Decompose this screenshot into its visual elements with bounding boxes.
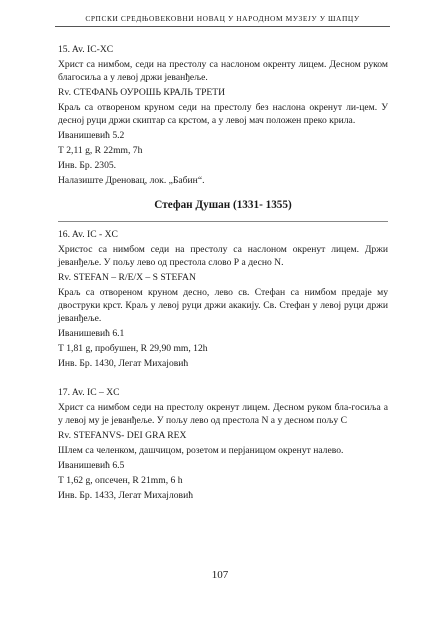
entry-15-reverse: Rv. СТЕФАNЬ ОУРОШЬ КРАЛЬ ТРЕТИ xyxy=(58,87,226,98)
catalog-entry-17 xyxy=(58,386,388,502)
entry-17-reverse: Rv. STEFANVS- DEI GRA REX xyxy=(58,430,187,441)
entry-15-reference: Иванишевић 5.2 xyxy=(58,130,125,141)
entry-15-reverse-description: Краљ са отвореном круном седи на престолу без наслона окренут ли-цем. У десној руци држи скиптар са крстом, а у левој мач положен преко крила. xyxy=(58,102,388,126)
entry-16-metrics: Т 1,81 g, пробушен, R 29,90 mm, 12h xyxy=(58,343,208,354)
entry-17-inventory: Инв. Бр. 1433, Легат Михајловић xyxy=(58,490,194,501)
entry-17-description: Христ са нимбом седи на престолу окренут лицем. Десном руком бла-госиља а у левој му је јеванђеље. У пољу лево од престола N а у десном пољу С xyxy=(58,402,388,426)
entry-15-findspot: Налазиште Дреновац, лок. „Бабин“. xyxy=(58,175,205,186)
entry-17-metrics: Т 1,62 g, опсечен, R 21mm, 6 h xyxy=(58,475,183,486)
entry-17-title: 17. Av. IC – XC xyxy=(58,387,120,398)
entry-16-inventory: Инв. Бр. 1430, Легат Михајовић xyxy=(58,358,189,369)
page-number: 107 xyxy=(211,569,229,581)
section-title: Стефан Душан (1331- 1355) xyxy=(154,199,292,211)
catalog-entry-16 xyxy=(58,228,388,370)
catalog-entry-15 xyxy=(58,43,388,187)
page-content xyxy=(58,43,388,504)
entry-16-reverse: Rv. STEFAN – R/E/X – S STEFAN xyxy=(58,272,196,283)
entry-15-inventory: Инв. Бр. 2305. xyxy=(58,160,117,171)
entry-15-description: Христ са нимбом, седи на престолу са наслоном окренту лицем. Десном руком благосиља а у левој држи јеванђеље. xyxy=(58,59,388,83)
entry-15-metrics: Т 2,11 g, R 22mm, 7h xyxy=(58,145,143,156)
running-header: СРПСКИ СРЕДЊОВЕКОВНИ НОВАЦ У НАРОДНОМ МУЗЕЈУ У ШАПЦУ xyxy=(55,14,390,27)
entry-17-reference: Иванишевић 6.5 xyxy=(58,460,125,471)
section-divider xyxy=(58,221,388,222)
entry-17-reverse-description: Шлем са челенком, дашчицом, розетом и перјаницом окренут налево. xyxy=(58,445,344,456)
entry-15-title: 15. Av. IC-XC xyxy=(58,44,114,55)
entry-16-description: Христос са нимбом седи на престолу са наслоном окренут лицем. Држи јеванђеље. У пољу лево од престола слово Р а десно N. xyxy=(58,244,388,268)
entry-16-title: 16. Av. IC - XC xyxy=(58,229,118,240)
entry-16-reference: Иванишевић 6.1 xyxy=(58,328,125,339)
entry-16-reverse-description: Краљ са отвореном круном десно, лево св. Стефан са нимбом предаје му двоструки крст. Краљ у левој руци држи акакију. Св. Стефан у левој руци држи јеванђеље. xyxy=(58,287,388,324)
